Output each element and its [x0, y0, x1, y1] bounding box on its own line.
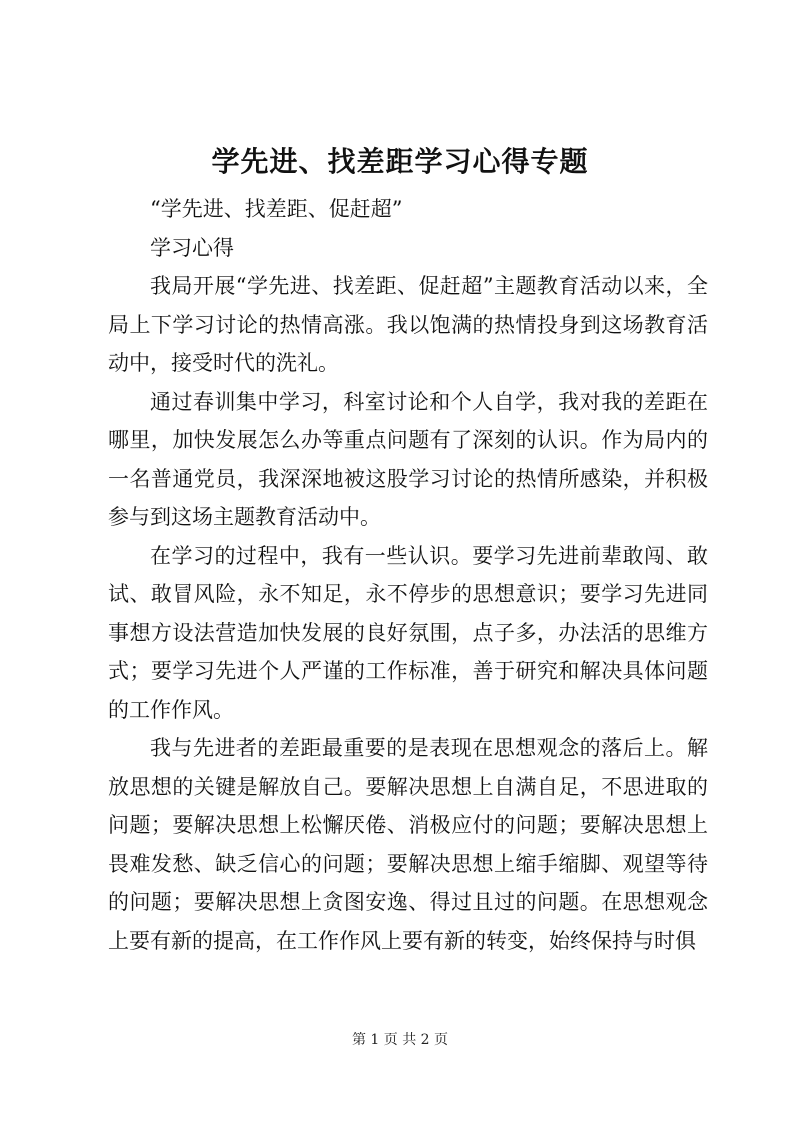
page-number-footer: 第 1 页 共 2 页	[351, 1032, 449, 1048]
paragraph-intro: 我局开展“学先进、找差距、促赶超”主题教育活动以来，全局上下学习讨论的热情高涨。我以饱满的热情投身到这场教育活动中，接受时代的洗礼。	[108, 274, 708, 375]
subtitle-quote: “学先进、找差距、促赶超”	[150, 197, 403, 221]
document-title: 学先进、找差距学习心得专题	[211, 145, 589, 178]
document-body	[108, 190, 708, 960]
paragraph-learning: 在学习的过程中，我有一些认识。要学习先进前辈敢闯、敢试、敢冒风险，永不知足，永不停步的思想意识；要学习先进同事想方设法营造加快发展的良好氛围，点子多，办法活的思维方式；要学习先进个人严谨的工作标准，善于研究和解决具体问题的工作作风。	[108, 543, 708, 722]
paragraph-study: 通过春训集中学习，科室讨论和个人自学，我对我的差距在哪里，加快发展怎么办等重点问题有了深刻的认识。作为局内的一名普通党员，我深深地被这股学习讨论的热情所感染，并积极参与到这场主题教育活动中。	[108, 389, 708, 529]
paragraph-gap: 我与先进者的差距最重要的是表现在思想观念的落后上。解放思想的关键是解放自己。要解决思想上自满自足，不思进取的问题；要解决思想上松懈厌倦、消极应付的问题；要解决思想上畏难发愁、缺乏信心的问题；要解决思想上缩手缩脚、观望等待的问题；要解决思想上贪图安逸、得过且过的问题。在思想观念上要有新的提高，在工作作风上要有新的转变，始终保持与时俱	[108, 736, 708, 953]
subtitle-label: 学习心得	[150, 235, 234, 260]
